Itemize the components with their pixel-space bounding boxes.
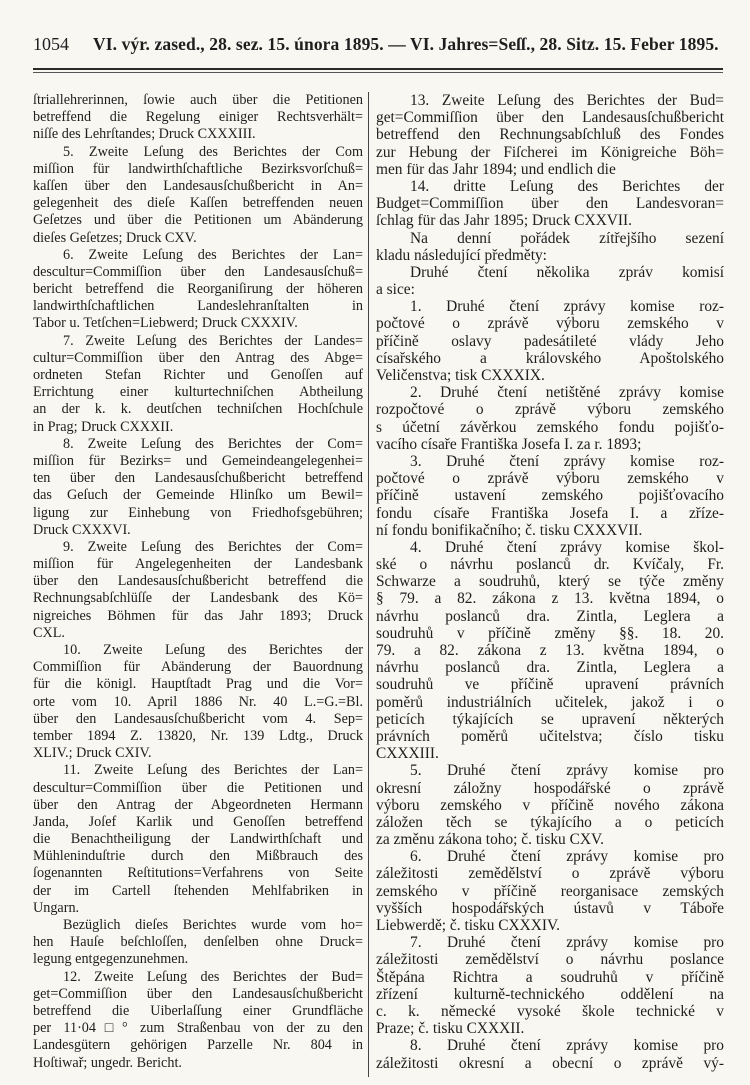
text-line: Mühleninduſtrie durch den Mißbrauch des [33, 848, 363, 865]
text-line: 3. Druhé čtení zprávy komise roz- [410, 452, 724, 470]
text-line: gelegenheit des dieſe Kaſſen betreffenden neuen [33, 195, 363, 212]
text-line: c. k. německé vysoké škole technické v [376, 1002, 724, 1020]
text-line: zřízení kulturně-technického oddělení na [376, 985, 724, 1003]
text-line: nigreiches Böhmen für das Jahr 1893; Druck [33, 607, 363, 624]
text-line: záležitosti zemědělství o zprávě výboru [376, 865, 724, 883]
text-line: právních poměrů učitelstva; číslo tisku [376, 727, 724, 745]
paragraph [376, 934, 724, 1037]
text-line: návrhu poslanců dra. Zintla, Leglera a [376, 607, 724, 625]
text-line: der im Cartell ſtehenden Mehlfabriken in [33, 882, 363, 899]
text-line: per 11·04□° zum Straßenbau von der zu den [33, 1020, 363, 1037]
paragraph [33, 969, 363, 1072]
text-line: Errichtung einer kulturtechniſchen Abtheilung [33, 384, 363, 401]
text-line: záležitosti zemědělství o návrhu poslance [376, 951, 724, 969]
paragraph [376, 92, 724, 178]
text-line: bericht betreffend die Reorganiſirung der höheren [33, 281, 363, 298]
header-rule [33, 68, 723, 70]
text-line: Druck CXXXVI. [33, 521, 131, 538]
text-line: Štěpána Richtra a soudruhů v příčině [376, 968, 724, 986]
text-line: soudruhů ve příčině upravení právních [376, 676, 724, 694]
text-line: Rechnungsabſchlüſſe der Landesbank des Kö= [33, 590, 363, 607]
text-line: císařského a královského Apoštolského [376, 349, 724, 367]
text-line: descultur=Commiſſion über den Landesausſchuß= [33, 263, 363, 280]
text-line: Budget=Commiſſion über den Landesvoran= [376, 195, 724, 213]
text-line: Schwarze a soudruhů, který se týče změny [376, 573, 724, 591]
text-line: 5. Zweite Leſung des Berichtes der Com [63, 143, 363, 160]
paragraph [376, 453, 724, 539]
header-rule-thin [33, 72, 723, 73]
text-line: za změnu zákona toho; č. tisku CXV. [376, 831, 604, 849]
text-line: návrhu poslanců dra. Zintla, Leglera a [376, 659, 724, 677]
text-line: ligung zur Einhebung von Friedhofsgebühren; [33, 504, 363, 521]
paragraph [33, 92, 363, 144]
text-line: cultur=Commiſſion über den Antrag des Abge= [33, 349, 363, 366]
text-line: 8. Druhé čtení zprávy komise pro [410, 1037, 724, 1055]
paragraph [33, 333, 363, 436]
text-line: über den Antrag der Abgeordneten Hermann [33, 796, 363, 813]
text-line: landwirthſchaftlichen Landeslehranſtalten in [33, 298, 363, 315]
text-line: Druhé čtení několika zpráv komisí [410, 263, 724, 281]
text-line: an der k. k. deutſchen techniſchen Hochſchule [33, 401, 363, 418]
text-line: betreffend die Regelung einiger Rechtsverhält= [33, 109, 363, 126]
text-line: vacího císaře Františka Josefa I. za r. 1893; [376, 435, 642, 453]
text-line: Geſetzes und über die Petitionen um Abänderung [33, 212, 363, 229]
text-line: CXL. [33, 624, 65, 641]
text-line: kaſſen über den Landesausſchußbericht in An= [33, 177, 363, 194]
text-line: a sice: [376, 281, 415, 299]
text-line: okresní záložny hospodářské o zprávě [376, 779, 724, 797]
text-line: get=Commiſſion über den Landesausſchußbericht [376, 109, 724, 127]
text-line: Landesgütern gehörigen Parzelle Nr. 804 in [33, 1037, 363, 1054]
czech-column [376, 92, 724, 1072]
paragraph [33, 917, 363, 969]
text-line: XLIV.; Druck CXIV. [33, 745, 152, 762]
paragraph [376, 848, 724, 934]
text-line: ní fondu bonifikačního; č. tisku CXXXVII. [376, 521, 643, 539]
paragraph [33, 539, 363, 642]
text-line: ſogenannten Reſtitutions=Verfahrens von Seite [33, 865, 363, 882]
text-line: § 79. a 82. zákona z 13. května 1894, o [376, 590, 724, 608]
paragraph [376, 178, 724, 230]
text-line: Janda, Joſef Karlik und Genoſſen betreffend [33, 813, 363, 830]
text-line: in Prag; Druck CXXXII. [33, 418, 174, 435]
text-line: tember 1894 Z. 13820, Nr. 139 Ldtg., Druck [33, 727, 363, 744]
text-line: počtové o zprávě výboru zemského v [376, 315, 724, 333]
paragraph [376, 384, 724, 453]
text-line: Veličenstva; tisk CXXXIX. [376, 367, 545, 384]
text-line: men für das Jahr 1894; und endlich die [376, 160, 616, 178]
text-line: 9. Zweite Leſung des Berichtes der Com= [63, 538, 363, 555]
text-line: descultur=Commiſſion über die Petitionen und [33, 779, 363, 796]
text-line: výboru zemského v příčině nového zákona [376, 796, 724, 814]
text-line: záložen těch se týkajícího a o peticích [376, 813, 724, 831]
text-line: příčině ustavení zemského pojišťovacího [376, 487, 724, 505]
text-line: 11. Zweite Leſung des Berichtes der Lan= [63, 762, 363, 779]
text-line: betreffend die Uiberlaſſung einer Grundfläche [33, 1002, 363, 1019]
text-line: poměrů industriálních učitelek, jakož i o [376, 693, 724, 711]
paragraph [376, 230, 724, 264]
text-line: 8. Zweite Leſung des Berichtes der Com= [63, 435, 363, 452]
text-line: 13. Zweite Leſung des Berichtes der Bud= [410, 92, 724, 109]
text-line: miſſion für landwirthſchaftliche Bezirksvorſchuß= [33, 160, 363, 177]
text-line: miſſion für Bezirks= und Gemeindeangelegenhei= [33, 452, 363, 469]
text-line: 7. Druhé čtení zprávy komise pro [410, 934, 724, 952]
text-line: get=Commiſſion über den Landesausſchußbericht [33, 985, 363, 1002]
text-line: hen Hauſe beſchloſſen, denſelben ohne Druck= [33, 934, 363, 951]
text-line: das Geſuch der Gemeinde Hlinſko um Bewil= [33, 487, 363, 504]
text-line: miſſion für Angelegenheiten der Landesbank [33, 556, 363, 573]
text-line: Ungarn. [33, 899, 80, 916]
german-column [33, 92, 363, 1072]
text-line: Bezüglich dieſes Berichtes wurde vom ho= [63, 917, 363, 933]
text-line: záležitosti okresní a obecní o zprávě vý- [376, 1054, 724, 1072]
text-line: ten über den Landesausſchußbericht betreffend [33, 470, 363, 487]
text-line: ſchlag für das Jahr 1895; Druck CXXVII. [376, 212, 633, 230]
page-number: 1054 [33, 34, 69, 54]
text-line: 4. Druhé čtení zprávy komise škol- [410, 538, 724, 556]
text-line: počtové o zprávě výboru zemského v [376, 470, 724, 488]
text-line: peticích týkajících se upravení některých [376, 710, 724, 728]
text-line: 10. Zweite Leſung des Berichtes der [63, 642, 363, 658]
text-line: die Benachtheiligung der Landwirthſchaft und [33, 831, 363, 848]
paragraph [33, 762, 363, 917]
text-line: 6. Zweite Leſung des Berichtes der Lan= [63, 246, 363, 263]
text-line: 2. Druhé čtení netištěné zprávy komise [410, 384, 724, 402]
text-line: 12. Zweite Leſung des Berichtes der Bud= [63, 968, 363, 985]
paragraph [376, 1037, 724, 1071]
text-line: 7. Zweite Leſung des Berichtes der Landes= [63, 332, 363, 349]
text-line: ſtriallehrerinnen, ſowie auch über die Petitionen [33, 92, 363, 108]
text-line: 5. Druhé čtení zprávy komise pro [410, 762, 724, 780]
text-line: Praze; č. tisku CXXXII. [376, 1020, 525, 1038]
running-title: VI. výr. zased., 28. sez. 15. února 1895. — VI. Jahres=Seſſ., 28. Sitz. 15. Feber 1895. [93, 34, 719, 54]
paragraph [376, 264, 724, 298]
text-line: zemského v příčině reorganisace zemských [376, 882, 724, 900]
text-line: niſſe des Lehrſtandes; Druck CXXXIII. [33, 126, 256, 143]
text-line: Na denní pořádek zítřejšího sezení [410, 229, 724, 247]
text-line: orte vom 10. April 1886 Nr. 40 L.=G.=Bl. [33, 693, 363, 710]
text-line: dieſes Geſetzes; Druck CXV. [33, 229, 197, 246]
text-line: fondu císaře Františka Josefa I. a zříze- [376, 504, 724, 522]
text-line: legung entgegenzunehmen. [33, 951, 189, 968]
text-line: für die königl. Hauptſtadt Prag und die Vor= [33, 676, 363, 693]
text-line: Tabor u. Tetſchen=Liebwerd; Druck CXXXIV. [33, 315, 298, 332]
text-line: 1. Druhé čtení zprávy komise roz- [410, 298, 724, 316]
text-line: 6. Druhé čtení zprávy komise pro [410, 848, 724, 866]
running-header [33, 34, 723, 60]
text-line: 79. a 82. zákona z 13. května 1894, o [376, 642, 724, 659]
column-divider [368, 92, 369, 1077]
text-line: 14. dritte Leſung des Berichtes der [410, 177, 724, 195]
paragraph [33, 436, 363, 539]
paragraph [376, 298, 724, 384]
paragraph [376, 762, 724, 848]
text-line: s účetní závěrkou zemského fondu pojišťo- [376, 418, 724, 436]
text-line: betreffend den Rechnungsabſchluß des Fondes [376, 126, 724, 144]
text-line: Commiſſion für Abänderung der Bauordnung [33, 659, 363, 676]
text-line: Hoſtiwař; ungedr. Bericht. [33, 1054, 182, 1071]
text-line: über den Landesausſchußbericht vom 4. Sep= [33, 710, 363, 727]
paragraph [33, 144, 363, 247]
text-line: zur Hebung der Fiſcherei im Königreiche Böh= [376, 143, 724, 161]
text-line: vyšších hospodářských ústavů v Táboře [376, 899, 724, 917]
paragraph [376, 539, 724, 762]
text-line: rozpočtové o zprávě výboru zemského [376, 401, 724, 419]
text-line: CXXXIII. [376, 745, 439, 763]
paragraph [33, 642, 363, 762]
text-line: Liebwerdě; č. tisku CXXXIV. [376, 917, 560, 934]
text-line: ordneten Stefan Richter und Genoſſen auf [33, 367, 363, 383]
text-line: kladu následující předměty: [376, 246, 547, 264]
text-line: über den Landesausſchußbericht betreffend die [33, 573, 363, 590]
text-line: příčině oslavy padesátileté vlády Jeho [376, 332, 724, 350]
text-line: soudruhů v příčině změny §§. 18. 20. [376, 624, 724, 642]
text-line: ské o návrhu poslanců dr. Kvíčaly, Fr. [376, 556, 724, 574]
paragraph [33, 247, 363, 333]
